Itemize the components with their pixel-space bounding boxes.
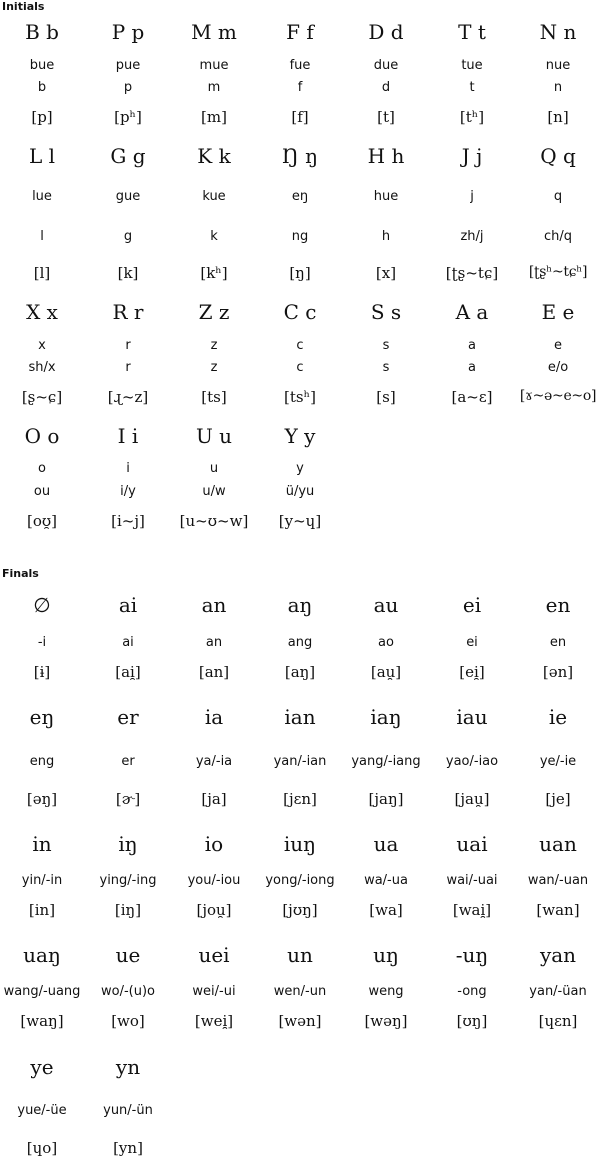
letter-name-cell: bue <box>29 58 55 73</box>
pinyin-cell: g <box>123 229 133 244</box>
ipa-cell: [n] <box>547 108 569 126</box>
pinyin-cell: p <box>123 80 133 95</box>
letter-name-cell: z <box>210 338 218 353</box>
letter-cell: yan <box>539 943 577 967</box>
letter-name-cell: pue <box>115 58 141 73</box>
letter-name-cell: u <box>209 461 219 476</box>
pinyin-cell: wang/-uang <box>3 984 81 999</box>
pinyin-cell: l <box>40 229 44 244</box>
ipa-cell: [tʰ] <box>459 108 485 126</box>
ipa-cell: [ɥɛn] <box>538 1012 578 1030</box>
letter-cell: er <box>117 705 139 729</box>
letter-cell: ia <box>204 705 224 729</box>
letter-cell: H h <box>367 144 405 168</box>
pinyin-cell: sh/x <box>28 360 56 375</box>
pinyin-cell: ü/yu <box>285 484 315 499</box>
pinyin-cell: wo/-(u)o <box>101 984 155 999</box>
pinyin-cell: b <box>37 80 47 95</box>
letter-cell: L l <box>28 144 56 168</box>
pinyin-cell: wai/-uai <box>446 873 498 888</box>
pinyin-cell: ang <box>287 635 313 650</box>
ipa-cell: [wo] <box>111 1012 145 1030</box>
pinyin-cell: n <box>553 80 563 95</box>
letter-cell: O o <box>24 424 60 448</box>
ipa-cell: [wai̯] <box>452 901 492 919</box>
letter-name-cell: tue <box>461 58 483 73</box>
ipa-cell: [l] <box>33 264 51 282</box>
ipa-cell: [m] <box>201 108 227 126</box>
ipa-cell: [ʈʂʰ~tɕʰ] <box>528 264 588 280</box>
ipa-cell: [ʊŋ] <box>456 1012 488 1030</box>
pinyin-cell: ou <box>33 484 51 499</box>
letter-cell: F f <box>286 20 314 44</box>
ipa-cell: [ɚ] <box>115 790 141 808</box>
letter-cell: ua <box>373 832 399 856</box>
pinyin-cell: ya/-ia <box>195 754 233 769</box>
pinyin-cell: you/-iou <box>187 873 241 888</box>
pinyin-cell: yun/-ün <box>103 1103 153 1118</box>
letter-cell: U u <box>195 424 233 448</box>
letter-cell: ye <box>30 1055 54 1079</box>
pinyin-cell: d <box>381 80 391 95</box>
letter-name-cell: mue <box>199 58 229 73</box>
ipa-cell: [au̯] <box>370 663 402 681</box>
letter-name-cell: kue <box>202 189 226 204</box>
ipa-cell: [x] <box>375 264 397 282</box>
ipa-cell: [jou̯] <box>196 901 232 919</box>
ipa-cell: [oʊ̯] <box>26 512 58 530</box>
pinyin-cell: z <box>210 360 218 375</box>
ipa-cell: [iŋ] <box>114 901 142 919</box>
letter-cell: Q q <box>540 144 576 168</box>
pinyin-cell: wen/-un <box>273 984 327 999</box>
ipa-cell: [wa] <box>369 901 403 919</box>
letter-cell: aŋ <box>287 593 313 617</box>
ipa-cell: [i~j] <box>111 512 145 530</box>
letter-cell: uan <box>539 832 577 856</box>
letter-cell: S s <box>370 300 402 324</box>
letter-cell: Ŋ ŋ <box>281 144 319 168</box>
letter-name-cell: r <box>125 338 131 353</box>
letter-cell: B b <box>25 20 59 44</box>
letter-cell: io <box>204 832 224 856</box>
letter-name-cell: q <box>553 189 563 204</box>
pinyin-cell: ei <box>466 635 478 650</box>
letter-name-cell: fue <box>289 58 311 73</box>
letter-name-cell: x <box>38 338 46 353</box>
letter-cell: R r <box>112 300 144 324</box>
letter-name-cell: gue <box>115 189 141 204</box>
ipa-cell: [a~ɛ] <box>451 388 493 406</box>
letter-cell: Y y <box>284 424 316 448</box>
ipa-cell: [p] <box>31 108 53 126</box>
ipa-cell: [k] <box>117 264 139 282</box>
ipa-cell: [s] <box>376 388 396 406</box>
letter-name-cell: hue <box>373 189 399 204</box>
letter-cell: N n <box>539 20 577 44</box>
ipa-cell: [t] <box>377 108 395 126</box>
pinyin-cell: ying/-ing <box>99 873 157 888</box>
ipa-cell: [yn] <box>113 1139 143 1157</box>
ipa-cell: [an] <box>198 663 230 681</box>
pinyin-cell: e/o <box>547 360 569 375</box>
pinyin-cell: h <box>381 229 391 244</box>
ipa-cell: [ei̯] <box>459 663 485 681</box>
ipa-cell: [jʊŋ] <box>282 901 318 919</box>
ipa-cell: [pʰ] <box>114 108 142 126</box>
finals-heading: Finals <box>2 567 39 580</box>
ipa-cell: [y~ɥ] <box>278 512 322 530</box>
letter-cell: uŋ <box>373 943 399 967</box>
pinyin-cell: yue/-üe <box>17 1103 67 1118</box>
pinyin-cell: er <box>121 754 135 769</box>
letter-cell: ∅ <box>33 593 51 617</box>
letter-cell: -uŋ <box>455 943 489 967</box>
letter-name-cell: lue <box>32 189 52 204</box>
letter-cell: G g <box>110 144 146 168</box>
letter-name-cell: nue <box>545 58 571 73</box>
ipa-cell: [ŋ] <box>289 264 311 282</box>
pinyin-cell: -i <box>37 635 47 650</box>
letter-cell: Z z <box>198 300 230 324</box>
letter-cell: E e <box>541 300 575 324</box>
initials-heading: Initials <box>2 0 45 13</box>
letter-cell: an <box>201 593 227 617</box>
pinyin-cell: wan/-uan <box>527 873 589 888</box>
letter-name-cell: eŋ <box>291 189 309 204</box>
pinyin-cell: yao/-iao <box>445 754 499 769</box>
letter-cell: D d <box>368 20 404 44</box>
ipa-cell: [ʈʂ~tɕ] <box>445 264 499 282</box>
ipa-cell: [aŋ] <box>284 663 316 681</box>
letter-name-cell: e <box>554 338 562 353</box>
letter-cell: I i <box>117 424 139 448</box>
pinyin-cell: wei/-ui <box>192 984 236 999</box>
letter-cell: au <box>373 593 399 617</box>
letter-cell: M m <box>191 20 237 44</box>
pinyin-cell: ao <box>378 635 394 650</box>
pinyin-cell: wa/-ua <box>364 873 408 888</box>
pinyin-cell: ye/-ie <box>539 754 577 769</box>
letter-cell: P p <box>111 20 145 44</box>
ipa-cell: [waŋ] <box>20 1012 64 1030</box>
letter-cell: ai <box>118 593 138 617</box>
letter-cell: A a <box>455 300 489 324</box>
letter-cell: uei <box>198 943 230 967</box>
ipa-cell: [wən] <box>278 1012 322 1030</box>
letter-cell: K k <box>197 144 231 168</box>
pinyin-cell: a <box>468 360 476 375</box>
pinyin-cell: eng <box>29 754 55 769</box>
pinyin-cell: f <box>297 80 303 95</box>
ipa-cell: [ɥo] <box>26 1139 58 1157</box>
letter-cell: C c <box>283 300 317 324</box>
letter-cell: eŋ <box>29 705 55 729</box>
pinyin-cell: k <box>210 229 218 244</box>
letter-cell: ue <box>115 943 141 967</box>
letter-cell: iaŋ <box>370 705 402 729</box>
pinyin-cell: -ong <box>457 984 487 999</box>
pinyin-cell: t <box>469 80 475 95</box>
pinyin-cell: ch/q <box>543 229 573 244</box>
ipa-cell: [tsʰ] <box>284 388 316 406</box>
letter-name-cell: i <box>126 461 130 476</box>
letter-cell: iuŋ <box>283 832 317 856</box>
pinyin-cell: yan/-üan <box>529 984 587 999</box>
ipa-cell: [f] <box>291 108 309 126</box>
letter-cell: en <box>545 593 571 617</box>
ipa-cell: [wei̯] <box>194 1012 234 1030</box>
letter-name-cell: due <box>373 58 399 73</box>
ipa-cell: [ən] <box>542 663 574 681</box>
ipa-cell: [u~ʊ~w] <box>179 512 249 530</box>
letter-cell: iau <box>456 705 488 729</box>
letter-name-cell: a <box>468 338 476 353</box>
letter-cell: uai <box>456 832 488 856</box>
pinyin-cell: m <box>207 80 221 95</box>
ipa-cell: [ts] <box>201 388 227 406</box>
ipa-cell: [ɤ~ə~e~o] <box>519 388 597 404</box>
pinyin-cell: yan/-ian <box>273 754 327 769</box>
pinyin-cell: an <box>205 635 223 650</box>
pinyin-cell: r <box>125 360 131 375</box>
ipa-cell: [əŋ] <box>26 790 58 808</box>
letter-cell: ian <box>284 705 316 729</box>
pinyin-cell: c <box>296 360 304 375</box>
ipa-cell: [in] <box>28 901 56 919</box>
ipa-cell: [ɨ] <box>33 663 51 681</box>
ipa-cell: [jaŋ] <box>368 790 404 808</box>
letter-cell: yn <box>115 1055 141 1079</box>
pinyin-cell: weng <box>368 984 404 999</box>
pinyin-cell: yong/-iong <box>265 873 335 888</box>
ipa-cell: [ɻ~z] <box>107 388 149 406</box>
ipa-cell: [wəŋ] <box>364 1012 408 1030</box>
ipa-cell: [wan] <box>536 901 580 919</box>
letter-name-cell: c <box>296 338 304 353</box>
ipa-cell: [kʰ] <box>200 264 228 282</box>
letter-cell: J j <box>461 144 483 168</box>
pinyin-cell: yin/-in <box>21 873 63 888</box>
letter-cell: iŋ <box>118 832 138 856</box>
letter-name-cell: s <box>382 338 390 353</box>
ipa-cell: [ʂ~ɕ] <box>21 388 63 406</box>
pinyin-cell: en <box>549 635 567 650</box>
ipa-cell: [je] <box>545 790 571 808</box>
ipa-cell: [ja] <box>201 790 227 808</box>
letter-cell: ie <box>548 705 568 729</box>
pinyin-cell: ng <box>291 229 309 244</box>
pinyin-cell: i/y <box>120 484 136 499</box>
pinyin-cell: s <box>382 360 390 375</box>
letter-cell: un <box>287 943 313 967</box>
pinyin-cell: zh/j <box>460 229 484 244</box>
letter-cell: T t <box>458 20 486 44</box>
letter-name-cell: y <box>296 461 304 476</box>
letter-name-cell: o <box>38 461 46 476</box>
letter-cell: in <box>32 832 52 856</box>
ipa-cell: [jɛn] <box>283 790 317 808</box>
pinyin-cell: u/w <box>202 484 226 499</box>
letter-name-cell: j <box>470 189 474 204</box>
ipa-cell: [jau̯] <box>454 790 490 808</box>
pinyin-cell: ai <box>122 635 134 650</box>
letter-cell: X x <box>26 300 58 324</box>
letter-cell: uaŋ <box>23 943 61 967</box>
pinyin-cell: yang/-iang <box>351 754 421 769</box>
letter-cell: ei <box>462 593 482 617</box>
ipa-cell: [ai̯] <box>115 663 141 681</box>
